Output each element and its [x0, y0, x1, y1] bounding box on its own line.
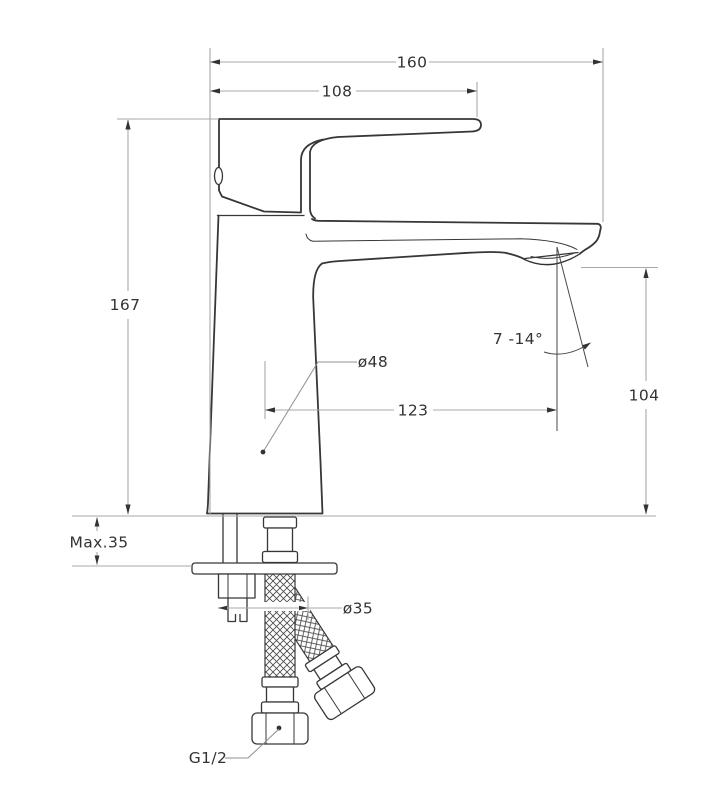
label-height-104: 104: [628, 386, 660, 405]
arrow-160-right: [593, 59, 603, 64]
arrow-104-bottom: [643, 505, 648, 515]
spout-angle-annotation: [544, 247, 592, 431]
arrow-160-left: [210, 59, 220, 64]
arrow-108-left: [210, 88, 220, 93]
arrow-d35-left: [218, 606, 227, 611]
label-hole-diameter-35: ø35: [342, 599, 374, 618]
mounting-flange: [192, 563, 337, 574]
arrow-108-right: [467, 88, 477, 93]
d48-leader-dot: [261, 450, 266, 455]
label-height-167: 167: [109, 296, 141, 314]
dimension-arrows: [95, 59, 649, 610]
arrow-167-top: [125, 120, 130, 130]
handle-lever: [215, 119, 482, 219]
aerator: [525, 253, 581, 266]
arrow-167-bottom: [125, 505, 130, 515]
mounting-stud-lines: [223, 514, 237, 563]
label-reach-123: 123: [397, 401, 429, 420]
angle-slanted-line: [557, 247, 588, 367]
label-body-diameter-48: ø48: [357, 353, 389, 371]
faucet-body: [207, 216, 601, 514]
hose-top-neck: [268, 528, 293, 552]
hose-bottom-collar: [262, 677, 298, 687]
label-max-thickness-35: Max.35: [69, 533, 129, 552]
arrow-104-top: [643, 268, 648, 278]
hose-bottom-neck: [267, 687, 294, 702]
arrow-max35-up: [95, 517, 100, 527]
label-thread-g12: G1/2: [188, 749, 228, 767]
aerator-top-line: [525, 253, 578, 259]
label-width-160: 160: [396, 53, 428, 72]
arrow-123-right: [547, 407, 557, 412]
hose-top-collar: [264, 517, 297, 528]
hose-bottom-ferrule: [262, 702, 299, 713]
stud-slotted-end: [228, 598, 247, 622]
arrow-max35-down: [95, 556, 100, 566]
dimension-gap-band: [263, 602, 310, 611]
lever-blade: [219, 119, 481, 219]
mounting-hex-adapter: [219, 574, 256, 598]
hose-top-ferrule: [263, 552, 298, 563]
handle-side-button: [215, 168, 223, 185]
label-width-108: 108: [321, 82, 353, 101]
label-spout-angle: 7 -14°: [492, 330, 544, 348]
